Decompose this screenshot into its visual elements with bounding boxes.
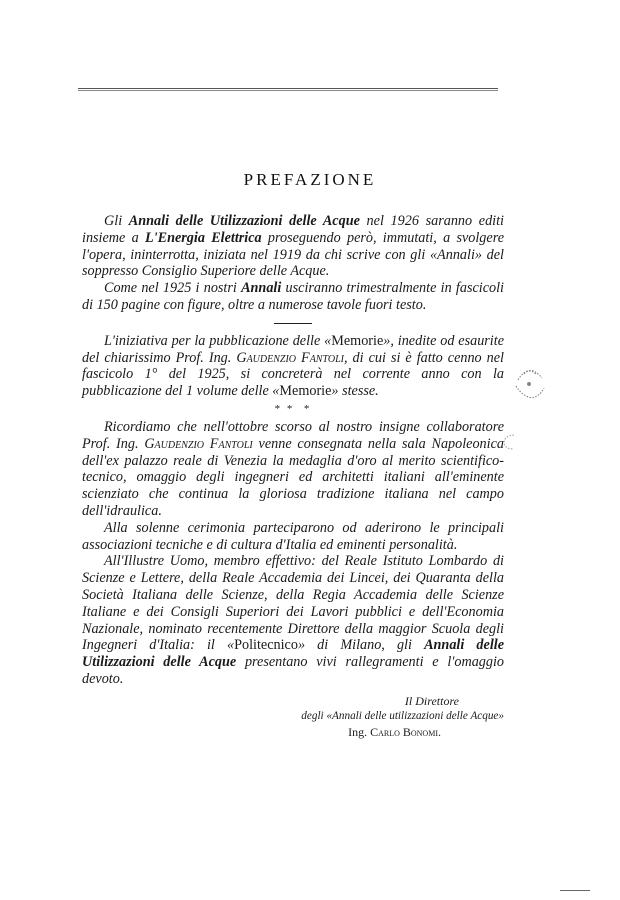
paragraph-cerimonia: Alla solenne cerimonia parteciparono od aderirono le principali associazioni tecniche e di cultura d'Italia ed eminenti personalità. [82,519,504,553]
top-rule [78,88,498,91]
bottom-rule [560,890,590,891]
preface-body [82,213,504,741]
asterism: * * * [274,402,312,415]
library-stamp-icon [512,360,546,404]
paragraph-annali-1926: Gli Annali delle Utilizzazioni delle Acque nel 1926 saranno editi insieme a L'Energia Elettrica proseguendo però, immutati, a svolgere l'opera, ininterrotta, iniziata nel 1919 da chi scrive con gli «Annali» del soppresso Consiglio Superiore delle Acque. [82,213,504,280]
paragraph-medaglia: Ricordiamo che nell'ottobre scorso al nostro insigne collaboratore Prof. Ing. Gaudenzio Fantoli venne consegnata nella sala Napoleonica dell'ex palazzo reale di Venezia la medaglia d'oro al merito scientifico-tecnico, omaggio degli ingegneri ed architetti italiani all'eminente scienziato che continua la gloriosa tradizione italiana nel campo dell'idraulica. [82,418,504,519]
section-divider [274,323,312,324]
signature-role: Il Direttore [404,693,459,708]
paragraph-fascicoli: Come nel 1925 i nostri Annali usciranno trimestralmente in fascicoli di 150 pagine con figure, oltre a numerose tavole fuori testo. [82,280,504,313]
stamp-fragment-icon [500,432,518,452]
paragraph-omaggio: All'Illustre Uomo, membro effettivo: del Reale Istituto Lombardo di Scienze e Lettere, della Reale Accademia dei Lincei, dei Quaranta della Società Italiana delle Scienze, della Regia Accademia delle Scienze Italiane e dei Consigli Superiori dei Lavori pubblici e dell'Economia Nazionale, nominato recentemente Direttore della maggior Scuola degli Ingegneri d'Italia: il «Politecnico» di Milano, gli Annali delle Utilizzazioni delle Acque presentano vivi rallegramenti e l'omaggio devoto. [82,553,505,687]
signature-name: Ing. Carlo Bonomi. [348,724,441,739]
signature-organization: degli «Annali delle utilizzazioni delle Acque» [301,709,504,722]
paragraph-memorie: L'iniziativa per la pubblicazione delle «Memorie», inedite od esaurite del chiarissimo Prof. Ing. Gaudenzio Fantoli, di cui si è fatto cenno nel fascicolo 1° del 1925, si concreterà nel corrente anno con la pubblicazione del 1 volume delle «Memorie» stesse. [82,332,504,400]
page-title: PREFAZIONE [243,170,377,189]
